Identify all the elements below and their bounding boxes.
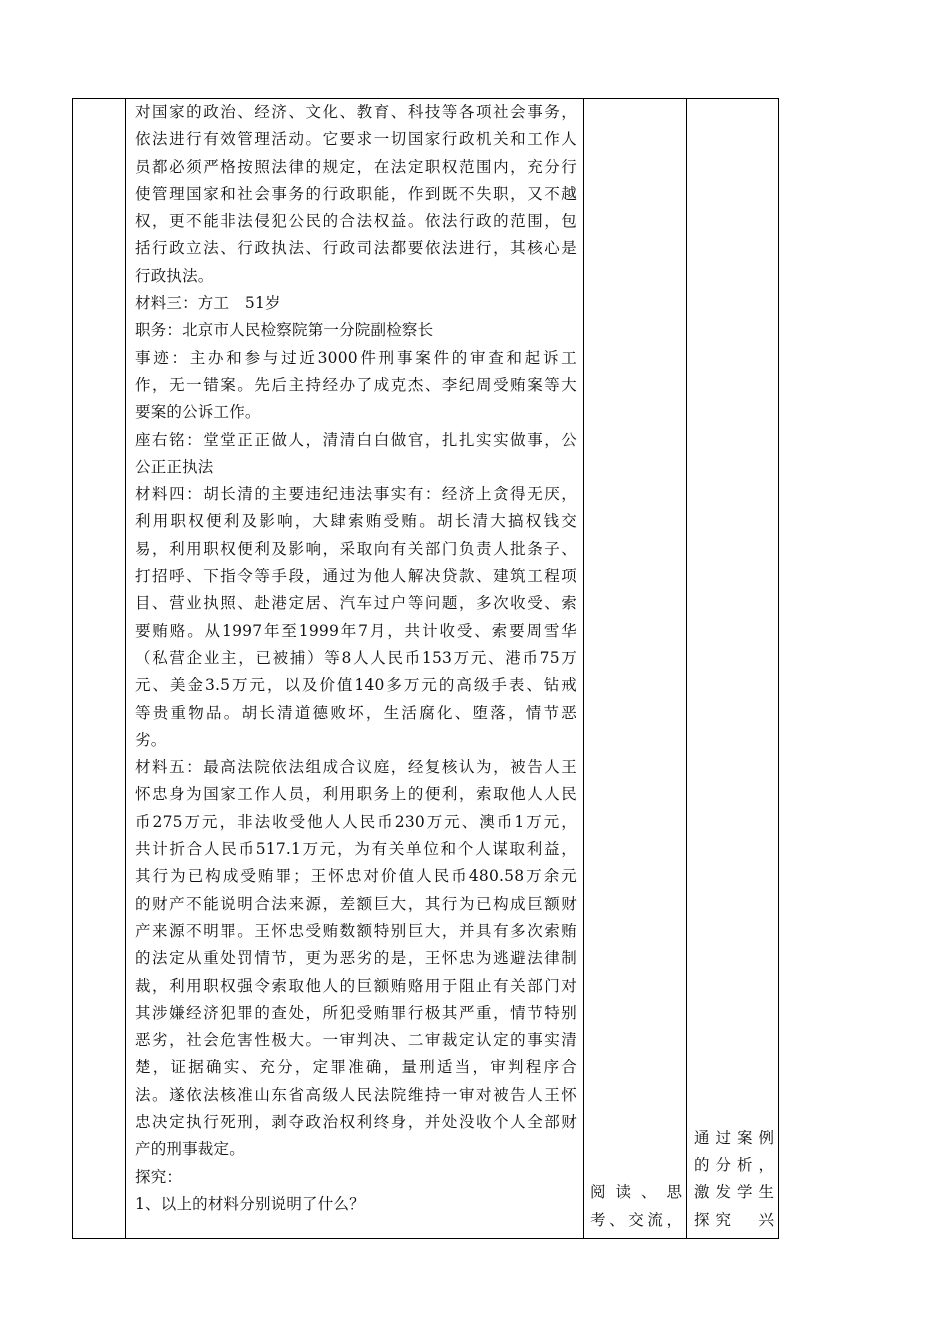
student-activity-cell bbox=[586, 1179, 686, 1234]
material-five-heading: 材料五：最高法院依法组成合议庭，经复核认为，被告人王 bbox=[135, 758, 577, 777]
content-line: （私营企业主，已被捕）等8人人民币153万元、港币75万 bbox=[135, 648, 577, 667]
content-line: 作，无一错案。先后主持经办了成克杰、李纪周受贿案等大 bbox=[135, 375, 577, 394]
content-line: 法。遂依法核准山东省高级人民法院维持一审对被告人王怀 bbox=[135, 1085, 577, 1104]
content-line: 其行为已构成受贿罪；王怀忠对价值人民币480.58万余元 bbox=[135, 867, 577, 886]
content-line: 其涉嫌经济犯罪的查处，所犯受贿罪行极其严重，情节特别 bbox=[135, 1003, 577, 1022]
content-line: 事迹：主办和参与过近3000件刑事案件的审查和起诉工 bbox=[135, 348, 577, 367]
content-line: 币275万元，非法收受他人人民币230万元、澳币1万元， bbox=[135, 812, 577, 831]
content-line: 产的刑事裁定。 bbox=[135, 1140, 245, 1159]
content-line: 楚，证据确实、充分，定罪准确，量刑适当，审判程序合 bbox=[135, 1058, 577, 1077]
content-line: 行政执法。 bbox=[135, 266, 214, 285]
content-line: 目、营业执照、赴港定居、汽车过户等问题，多次收受、索 bbox=[135, 594, 577, 613]
content-line: 员都必须严格按照法律的规定，在法定职权范围内，充分行 bbox=[135, 157, 577, 176]
content-line: 忠决定执行死刑，剥夺政治权利终身，并处没收个人全部财 bbox=[135, 1112, 577, 1131]
column-divider-1 bbox=[125, 99, 126, 1238]
intent-line: 探究 兴 bbox=[694, 1210, 774, 1229]
content-line: 座右铭：堂堂正正做人，清清白白做官，扎扎实实做事，公 bbox=[135, 430, 577, 449]
content-line: 裁，利用职权强令索取他人的巨额贿赂用于阻止有关部门对 bbox=[135, 976, 577, 995]
intent-line: 激发学生 bbox=[694, 1183, 774, 1202]
inquiry-question: 1、以上的材料分别说明了什么？ bbox=[135, 1194, 365, 1213]
intent-line: 通过案例 bbox=[694, 1128, 774, 1147]
column-divider-2 bbox=[583, 99, 584, 1238]
activity-line: 考、交流， bbox=[590, 1210, 682, 1229]
teaching-content-cell bbox=[131, 99, 581, 1218]
content-line: 依法进行有效管理活动。它要求一切国家行政机关和工作人 bbox=[135, 130, 577, 149]
intent-line: 的分析， bbox=[694, 1156, 774, 1175]
content-line: 怀忠身为国家工作人员，利用职务上的便利，索取他人人民 bbox=[135, 785, 577, 804]
content-line: 使管理国家和社会事务的行政职能，作到既不失职，又不越 bbox=[135, 184, 577, 203]
design-intent-cell bbox=[690, 1125, 778, 1234]
content-line: 职务：北京市人民检察院第一分院副检察长 bbox=[135, 321, 434, 340]
activity-line: 阅读、思 bbox=[590, 1183, 682, 1202]
content-line: 对国家的政治、经济、文化、教育、科技等各项社会事务， bbox=[135, 103, 577, 121]
material-three-heading: 材料三：方工 51岁 bbox=[135, 294, 281, 313]
material-four-heading: 材料四：胡长清的主要违纪违法事实有：经济上贪得无厌， bbox=[135, 485, 577, 504]
content-line: 要案的公诉工作。 bbox=[135, 403, 261, 422]
content-line: 权，更不能非法侵犯公民的合法权益。依法行政的范围，包 bbox=[135, 212, 577, 231]
content-line: 恶劣，社会危害性极大。一审判决、二审裁定认定的事实清 bbox=[135, 1031, 577, 1050]
content-line: 等贵重物品。胡长清道德败坏，生活腐化、堕落，情节恶 bbox=[135, 703, 577, 722]
content-line: 元、美金3.5万元，以及价值140多万元的高级手表、钻戒 bbox=[135, 676, 577, 695]
column-divider-3 bbox=[686, 99, 687, 1238]
content-line: 易，利用职权便利及影响，采取向有关部门负责人批条子、 bbox=[135, 539, 577, 558]
content-line: 劣。 bbox=[135, 730, 167, 749]
content-line: 要贿赂。从1997年至1999年7月，共计收受、索要周雪华 bbox=[135, 621, 577, 640]
content-line: 的财产不能说明合法来源，差额巨大，其行为已构成巨额财 bbox=[135, 894, 577, 913]
inquiry-heading: 探究： bbox=[135, 1167, 183, 1186]
content-line: 产来源不明罪。王怀忠受贿数额特别巨大，并具有多次索贿 bbox=[135, 921, 577, 940]
content-line: 打招呼、下指令等手段，通过为他人解决贷款、建筑工程项 bbox=[135, 567, 577, 586]
content-line: 括行政立法、行政执法、行政司法都要依法进行，其核心是 bbox=[135, 239, 577, 258]
lesson-plan-table bbox=[72, 98, 779, 1239]
content-line: 共计折合人民币517.1万元，为有关单位和个人谋取利益， bbox=[135, 840, 577, 859]
content-line: 利用职权便利及影响，大肆索贿受贿。胡长清大搞权钱交 bbox=[135, 512, 577, 531]
content-line: 公正正执法 bbox=[135, 457, 214, 476]
content-line: 的法定从重处罚情节，更为恶劣的是，王怀忠为逃避法律制 bbox=[135, 949, 577, 968]
